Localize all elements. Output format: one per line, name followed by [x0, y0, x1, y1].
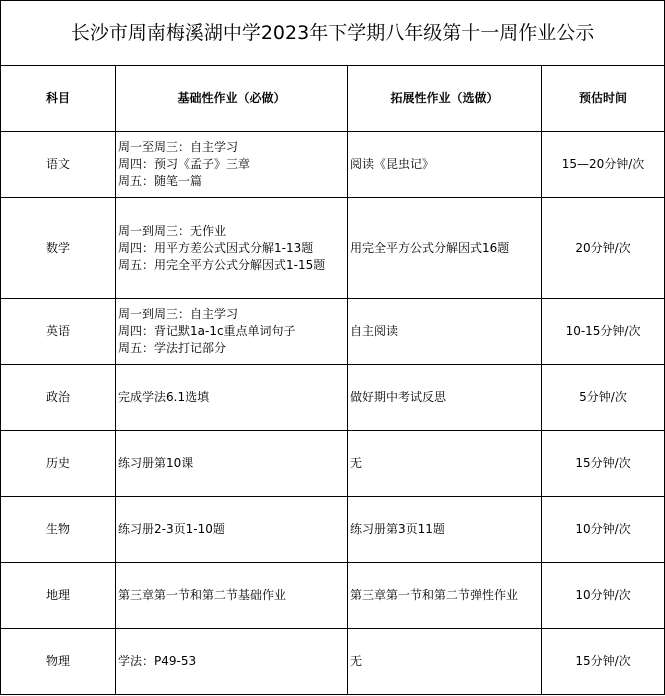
extended-homework-cell: 做好期中考试反思: [348, 365, 542, 431]
basic-homework-cell: [116, 563, 348, 629]
subject-cell: 物理: [1, 629, 116, 695]
table-row: [1, 299, 665, 365]
title-row: [1, 1, 665, 66]
basic-homework-cell: [116, 629, 348, 695]
extended-homework-cell: 无: [348, 629, 542, 695]
subject-cell: 地理: [1, 563, 116, 629]
time-estimate-cell: 20分钟/次: [542, 198, 665, 299]
basic-homework-line: 周四：预习《孟子》三章: [118, 157, 251, 171]
subject-cell: 语文: [1, 132, 116, 198]
time-estimate-cell: 10分钟/次: [542, 563, 665, 629]
column-header-basic: 基础性作业（必做）: [116, 66, 348, 132]
column-header-extended: 拓展性作业（选做）: [348, 66, 542, 132]
basic-homework-cell: [116, 132, 348, 198]
extended-homework-cell: 阅读《昆虫记》: [348, 132, 542, 198]
table-row: [1, 198, 665, 299]
subject-cell: 历史: [1, 431, 116, 497]
header-row: [1, 66, 665, 132]
time-estimate-cell: 15分钟/次: [542, 431, 665, 497]
basic-homework-cell: [116, 431, 348, 497]
extended-homework-cell: 无: [348, 431, 542, 497]
subject-cell: 数学: [1, 198, 116, 299]
table-row: [1, 132, 665, 198]
time-estimate-cell: 15分钟/次: [542, 629, 665, 695]
extended-homework-cell: 自主阅读: [348, 299, 542, 365]
extended-homework-cell: 用完全平方公式分解因式16题: [348, 198, 542, 299]
extended-homework-cell: 第三章第一节和第二节弹性作业: [348, 563, 542, 629]
basic-homework-line: 练习册2-3页1-10题: [118, 522, 225, 536]
subject-cell: 英语: [1, 299, 116, 365]
basic-homework-line: 周五：学法打记部分: [118, 341, 227, 355]
table-row: [1, 629, 665, 695]
subject-cell: 生物: [1, 497, 116, 563]
basic-homework-line: 周一至周三：自主学习: [118, 140, 239, 154]
column-header-time: 预估时间: [542, 66, 665, 132]
table-row: [1, 365, 665, 431]
basic-homework-line: 练习册第10课: [118, 456, 194, 470]
page-title: 长沙市周南梅溪湖中学2023年下学期八年级第十一周作业公示: [1, 1, 665, 66]
time-estimate-cell: 10分钟/次: [542, 497, 665, 563]
table-row: [1, 563, 665, 629]
basic-homework-line: 周一到周三：自主学习: [118, 307, 239, 321]
table-row: [1, 431, 665, 497]
basic-homework-cell: [116, 365, 348, 431]
time-estimate-cell: 5分钟/次: [542, 365, 665, 431]
basic-homework-line: 第三章第一节和第二节基础作业: [118, 588, 287, 602]
time-estimate-cell: 10-15分钟/次: [542, 299, 665, 365]
basic-homework-line: 学法：P49-53: [118, 654, 197, 668]
basic-homework-line: 周四：用平方差公式因式分解1-13题: [118, 240, 314, 255]
basic-homework-cell: [116, 198, 348, 299]
subject-cell: 政治: [1, 365, 116, 431]
basic-homework-cell: [116, 497, 348, 563]
extended-homework-cell: 练习册第3页11题: [348, 497, 542, 563]
column-header-subject: 科目: [1, 66, 116, 132]
basic-homework-line: 完成学法6.1选填: [118, 390, 210, 404]
basic-homework-line: 周五：随笔一篇: [118, 174, 203, 188]
basic-homework-line: 周一到周三：无作业: [118, 223, 227, 238]
basic-homework-line: 周五：用完全平方公式分解因式1-15题: [118, 257, 326, 272]
basic-homework-line: 周四：背记默1a-1c重点单词句子: [118, 324, 296, 338]
time-estimate-cell: 15—20分钟/次: [542, 132, 665, 198]
table-row: [1, 497, 665, 563]
basic-homework-cell: [116, 299, 348, 365]
